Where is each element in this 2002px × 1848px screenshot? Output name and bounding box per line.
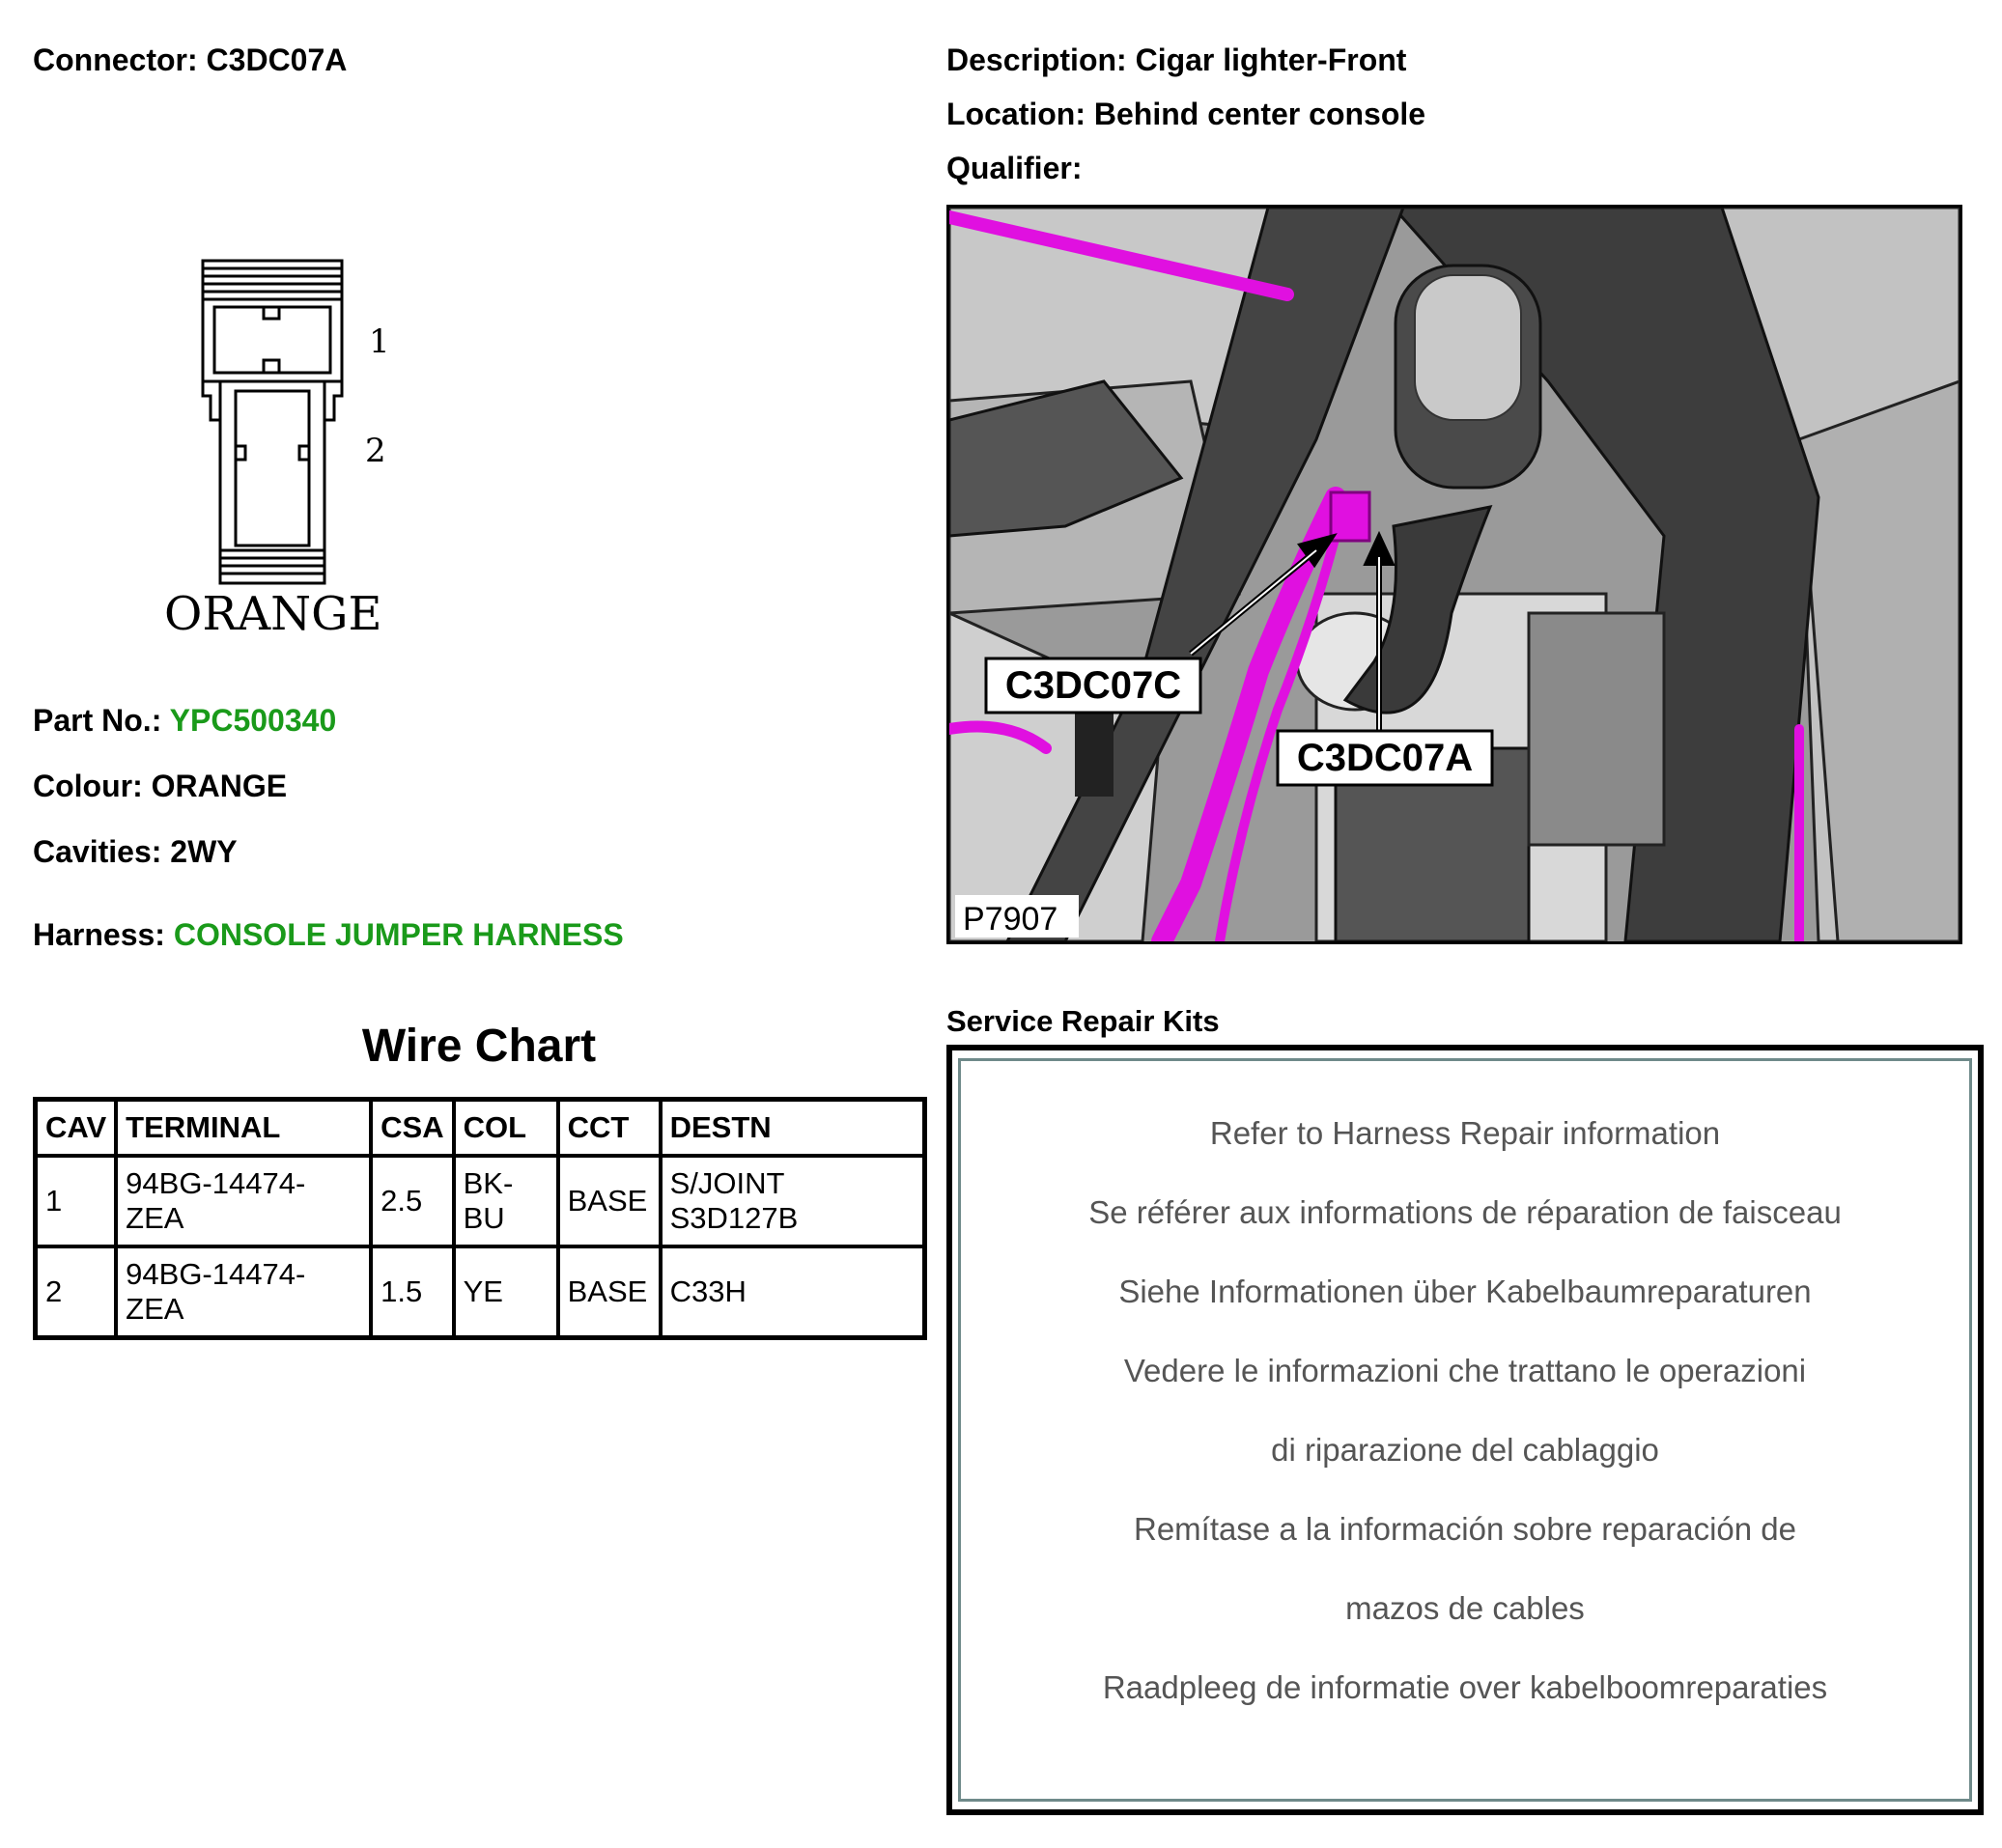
column-header-terminal: TERMINAL [116, 1100, 371, 1157]
callout-c3dc07a: C3DC07A [1296, 737, 1474, 779]
location-value: Behind center console [1093, 97, 1426, 131]
kit-line-it-2: di riparazione del cablaggio [1271, 1432, 1659, 1468]
part-number-line [33, 703, 336, 739]
cell-cct: BASE [558, 1246, 661, 1338]
wire-chart-title: Wire Chart [361, 1021, 597, 1072]
kit-line-en: Refer to Harness Repair information [1209, 1115, 1721, 1151]
colour-label: Colour: [33, 769, 143, 803]
cell-terminal [116, 1156, 371, 1246]
terminal-line-2: ZEA [126, 1292, 184, 1326]
wire-chart-table [33, 1097, 927, 1340]
wire-table-header-row [36, 1100, 925, 1157]
table-row [36, 1246, 925, 1338]
description-line [946, 42, 1406, 78]
connector-colour-text: ORANGE [164, 587, 382, 641]
service-kits-inner-frame [958, 1058, 1972, 1802]
kit-line-it-1: Vedere le informazioni che trattano le operazioni [1123, 1353, 1807, 1388]
service-kits-box [946, 1045, 1984, 1815]
service-kits-title: Service Repair Kits [946, 1004, 1220, 1038]
pin-1-label: 1 [369, 322, 390, 361]
description-value: Cigar lighter-Front [1135, 42, 1407, 77]
harness-line [33, 917, 624, 953]
col-line-1: BK- [463, 1166, 514, 1200]
cell-csa: 2.5 [371, 1156, 453, 1246]
harness-label: Harness: [33, 917, 165, 952]
connector-label: Connector: [33, 42, 198, 77]
terminal-line-2: ZEA [126, 1201, 184, 1235]
callout-c3dc07c: C3DC07C [1004, 664, 1182, 707]
column-header-cav: CAV [36, 1100, 117, 1157]
cell-csa: 1.5 [371, 1246, 453, 1338]
pin-2-label: 2 [365, 432, 386, 470]
description-label: Description: [946, 42, 1127, 77]
kit-line-fr: Se référer aux informations de réparation de faisceau [1088, 1194, 1842, 1230]
cavities-line [33, 834, 238, 870]
connector-value: C3DC07A [206, 42, 348, 77]
part-label: Part No.: [33, 703, 162, 738]
column-header-csa: CSA [371, 1100, 453, 1157]
figure-id: P7907 [963, 901, 1058, 938]
terminal-line-1: 94BG-14474- [126, 1166, 306, 1200]
cell-col: YE [454, 1246, 558, 1338]
destn-line-1: S/JOINT [669, 1166, 785, 1200]
kit-line-es-2: mazos de cables [1345, 1590, 1585, 1626]
col-line-2: BU [463, 1201, 505, 1235]
colour-line [33, 769, 287, 804]
location-line [946, 97, 1425, 132]
kit-line-de: Siehe Informationen über Kabelbaumreparaturen [1118, 1274, 1812, 1309]
location-photo [946, 205, 1962, 944]
location-label: Location: [946, 97, 1086, 131]
cavities-label: Cavities: [33, 834, 162, 869]
connector-heading [33, 42, 347, 78]
kit-line-nl: Raadpleeg de informatie over kabelboomreparaties [1102, 1669, 1828, 1705]
cell-destn: C33H [661, 1246, 925, 1338]
kit-line-es-1: Remítase a la información sobre reparación de [1133, 1511, 1797, 1547]
connector-face-diagram [145, 241, 435, 647]
cell-cct: BASE [558, 1156, 661, 1246]
qualifier-line [946, 151, 1082, 186]
table-row [36, 1156, 925, 1246]
cell-col [454, 1156, 558, 1246]
terminal-line-1: 94BG-14474- [126, 1257, 306, 1291]
qualifier-label: Qualifier: [946, 151, 1083, 185]
column-header-destn: DESTN [661, 1100, 925, 1157]
cavities-value: 2WY [170, 834, 238, 869]
cell-terminal [116, 1246, 371, 1338]
cell-cav: 2 [36, 1246, 117, 1338]
location-photo-svg [949, 208, 1960, 941]
column-header-cct: CCT [558, 1100, 661, 1157]
harness-link[interactable]: CONSOLE JUMPER HARNESS [173, 917, 624, 952]
connector-face-svg [145, 241, 435, 647]
cell-cav: 1 [36, 1156, 117, 1246]
destn-line-2: S3D127B [669, 1201, 799, 1235]
part-number-link[interactable]: YPC500340 [169, 703, 337, 738]
column-header-col: COL [454, 1100, 558, 1157]
colour-value: ORANGE [151, 769, 288, 803]
cell-destn [661, 1156, 925, 1246]
